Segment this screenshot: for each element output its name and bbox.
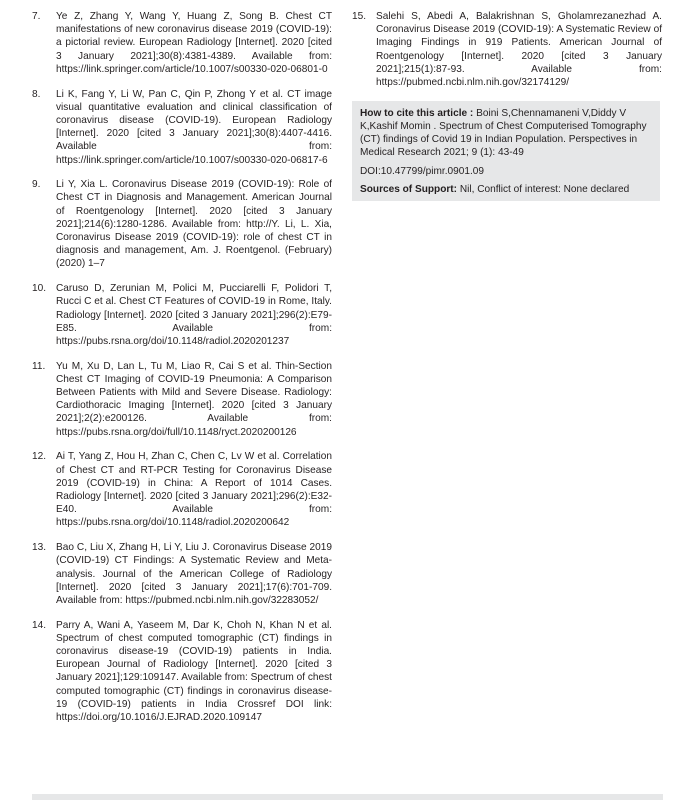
references-right-column [352, 10, 662, 201]
reference-text: Yu M, Xu D, Lan L, Tu M, Liao R, Cai S et al. Thin-Section Chest CT Imaging of COVID-19 Pneumonia: A Comparison Between Patients with Mild and Severe Disease. Radiology: Cardiothoracic Imaging [Internet]. 2020 [cited 3 January 2021];2(2):e200126. Available from: https://pubs.rsna.org/doi/full/10.1148/ryct.2020200126 [56, 360, 332, 438]
reference-item [32, 450, 332, 529]
reference-item [32, 88, 332, 167]
reference-number: 12. [32, 451, 47, 463]
how-to-cite [360, 107, 654, 160]
reference-text: Salehi S, Abedi A, Balakrishnan S, Gholamrezanezhad A. Coronavirus Disease 2019 (COVID-19): A Systematic Review of Imaging Findings in 919 Patients. American Journal of Roentgenology [Internet]. 2020 [cited 3 January 2021];215(1):87-93. Available from: https://pubmed.ncbi.nlm.nih.gov/32174129/ [376, 11, 662, 89]
reference-item [352, 10, 662, 89]
reference-text: Bao C, Liu X, Zhang H, Li Y, Liu J. Coronavirus Disease 2019 (COVID-19) CT Findings: A Systematic Review and Meta-analysis. Journal of the American College of Radiology [Internet]. 2020 [cited 3 January 2021];17(6):701-709. Available from: https://pubmed.ncbi.nlm.nih.gov/32283052/ [56, 542, 332, 606]
reference-number: 9. [32, 179, 41, 191]
reference-item [32, 619, 332, 725]
citation-box [352, 101, 660, 201]
reference-text: Parry A, Wani A, Yaseem M, Dar K, Choh N, Khan N et al. Spectrum of chest computed tomographic (CT) findings in coronavirus disease-19 (COVID-19) patients in India. European Journal of Radiology [Internet]. 2020 [cited 3 January 2021];129:109147. Available from: Spectrum of chest computed tomographic (CT) findings in coronavirus disease-19 (COVID-19) patients in India Crossref DOI link: https://doi.org/10.1016/J.EJRAD.2020.109147 [56, 619, 332, 724]
reference-number: 10. [32, 283, 47, 295]
doi-text: DOI:10.47799/pimr.0901.09 [360, 165, 485, 177]
reference-item [32, 282, 332, 348]
reference-text: Li K, Fang Y, Li W, Pan C, Qin P, Zhong Y et al. CT image visual quantitative evaluation and clinical classification of coronavirus disease (COVID-19). European Radiology [Internet]. 2020 [cited 3 January 2021];30(8):4407-4416. Available from: https://link.springer.com/article/10.1007/s00330-020-06817-6 [56, 88, 332, 166]
reference-number: 14. [32, 619, 47, 631]
reference-number: 13. [32, 542, 47, 554]
support-text: Nil, Conflict of interest: None declared [457, 183, 630, 195]
reference-number: 7. [32, 11, 41, 22]
cite-text: Boini S,Chennamaneni V,Diddy V K,Kashif Momin . Spectrum of Chest Computerised Tomography (CT) findings of Covid 19 in Indian Population. Perspectives in Medical Research 2021; 9 (1): 43-49 [360, 107, 647, 159]
sources-of-support [360, 183, 654, 196]
reference-item [32, 178, 332, 270]
reference-text: Li Y, Xia L. Coronavirus Disease 2019 (COVID-19): Role of Chest CT in Diagnosis and Management. American Journal of Roentgenology [Internet]. 2020 [cited 3 January 2021];214(6):1280-1286. Available from: http://Y. Li, L. Xia, Coronavirus Disease 2019 (COVID-19): role of chest CT in diagnosis and management, Am. J. Roentgenol. (February) (2020) 1–7 [56, 179, 332, 270]
reference-number: 11. [32, 360, 46, 372]
reference-text: Ye Z, Zhang Y, Wang Y, Huang Z, Song B. Chest CT manifestations of new coronavirus disease 2019 (COVID-19): a pictorial review. European Radiology [Internet]. 2020 [cited 3 January 2021];30(8):4381-4389. Available from: https://link.springer.com/article/10.1007/s00330-020-06801-0 [56, 11, 332, 75]
reference-text: Caruso D, Zerunian M, Polici M, Pucciarelli F, Polidori T, Rucci C et al. Chest CT Features of COVID-19 in Rome, Italy. Radiology [Internet]. 2020 [cited 3 January 2021];296(2):E79-E85. Available from: https://pubs.rsna.org/doi/10.1148/radiol.2020201237 [56, 283, 332, 347]
reference-item [32, 360, 332, 439]
footer-bar [32, 794, 663, 800]
reference-text: Ai T, Yang Z, Hou H, Zhan C, Chen C, Lv W et al. Correlation of Chest CT and RT-PCR Testing for Coronavirus Disease 2019 (COVID-19) in China: A Report of 1014 Cases. Radiology [Internet]. 2020 [cited 3 January 2021];296(2):E32-E40. Available from: https://pubs.rsna.org/doi/10.1148/radiol.2020200642 [56, 451, 332, 529]
reference-number: 8. [32, 88, 41, 100]
references-left-column [32, 10, 332, 736]
cite-label: How to cite this article : [360, 107, 474, 119]
reference-item [32, 541, 332, 607]
reference-number: 15. [352, 11, 367, 22]
reference-item [32, 10, 332, 76]
support-label: Sources of Support: [360, 183, 458, 195]
